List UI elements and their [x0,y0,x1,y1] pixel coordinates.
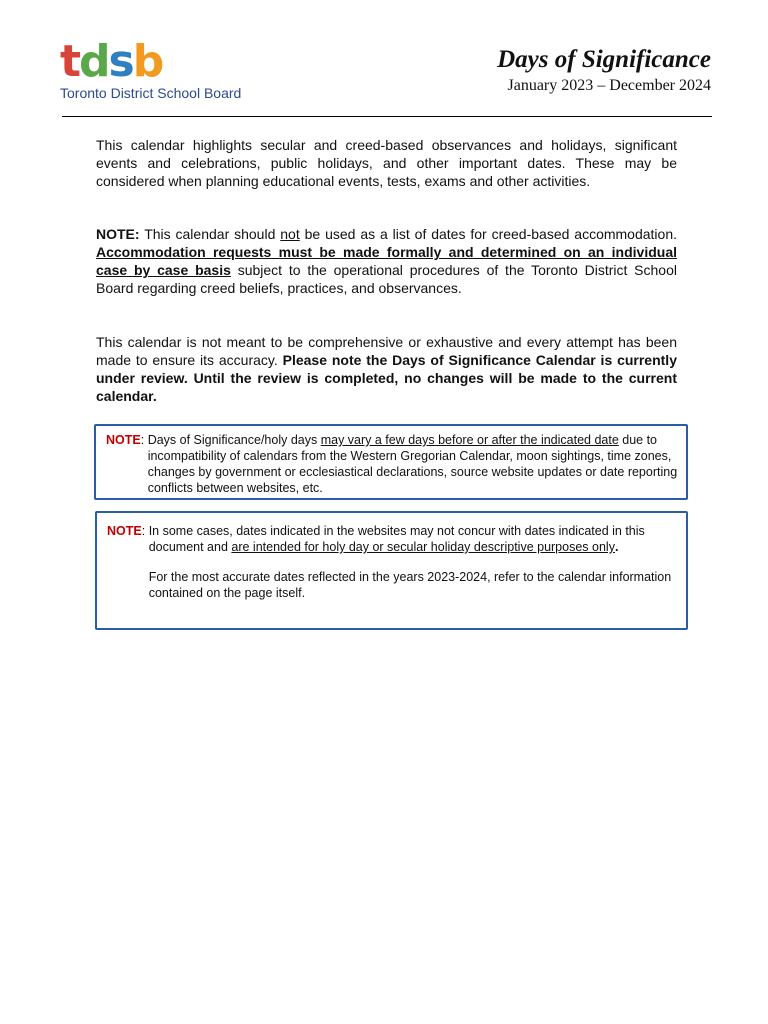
note-text-3: subject to the operational procedures of the Toronto District School Board regarding creed beliefs, practices, and observances. [96,262,677,296]
note-text-1: This calendar should [139,226,281,242]
accommodation-note [96,225,677,297]
box2-underlined: are intended for holy day or secular holiday descriptive purposes only [231,540,615,554]
box-note-text [148,432,678,496]
note-emphasis-not: not [280,226,300,242]
logo-subtitle: Toronto District School Board [60,85,242,101]
box-note-colon: : [141,524,149,538]
note-box-date-variance [94,424,688,500]
box-note-label: NOTE [107,524,142,538]
disclaimer-text: This calendar is not meant to be comprehensive or exhaustive and every attempt has been made to ensure its accuracy. [96,334,677,368]
logo-letter-b: b [132,36,163,87]
title-block [497,44,711,96]
box1-text-1: Days of Significance/holy days [147,433,321,447]
note-box-date-concurrence [95,511,688,630]
tdsb-logo [60,36,242,101]
box-note-text [149,523,678,555]
header-divider [62,116,712,117]
box1-underlined: may vary a few days before or after the indicated date [320,433,619,447]
box1-text-2: due to incompatibility of calendars from the Western Gregorian Calendar, moon sightings, time zones, changes by government or ecclesiastical declarations, source website updates or date reporting conflicts between websites, etc. [147,433,678,495]
intro-paragraph: This calendar highlights secular and creed-based observances and holidays, significant events and celebrations, public holidays, and other important dates. These may be considered when planning educational events, tests, exams and other activities. [96,137,677,189]
logo-wordmark [60,36,241,87]
note-accommodation-requests: Accommodation requests must be made formally and determined on an individual case by case basis [96,244,677,278]
box2-text-1: In some cases, dates indicated in the websites may not concur with dates indicated in this document and [148,524,645,554]
logo-letter-s: s [108,36,133,87]
logo-letter-t: t [60,36,80,87]
note-label: NOTE: [96,226,140,242]
note-text-2: be used as a list of dates for creed-based accommodation. [299,226,677,242]
date-range: January 2023 – December 2024 [507,77,711,94]
disclaimer-paragraph [96,333,677,405]
page-title: Days of Significance [497,46,711,73]
logo-letter-d: d [79,36,109,87]
box-note-colon: : [140,433,148,447]
box-note-label: NOTE [106,433,141,447]
box2-paragraph-2: For the most accurate dates reflected in the years 2023-2024, refer to the calendar information contained on the page itself. [148,570,672,600]
box2-period: . [614,540,619,554]
disclaimer-review-notice: Please note the Days of Significance Calendar is currently under review. Until the review is completed, no changes will be made to the current calendar. [96,352,677,404]
